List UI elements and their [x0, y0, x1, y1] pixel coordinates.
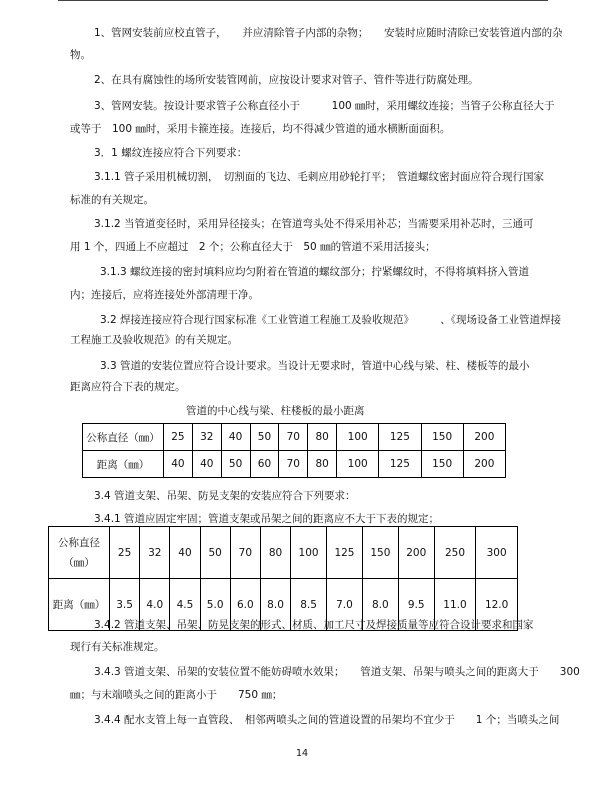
- para-3-4-2-line-2: 现行有关标准规定。: [70, 641, 165, 653]
- para-3-3-line-2: 距离应符合下表的规定。: [70, 381, 186, 393]
- table-2-cell: 6.0: [230, 579, 260, 631]
- para-3-2-line-2: 工程施工及验收规范》的有关规定。: [70, 334, 238, 346]
- table-1-cell: 100: [337, 451, 379, 478]
- section-3-1-heading: 3．1 螺纹连接应符合下列要求：: [94, 147, 248, 159]
- table-2-cell: 125: [327, 527, 363, 579]
- table-2: [48, 526, 518, 631]
- table-2-cell: 25: [110, 527, 140, 579]
- para-3-1-2-line-2: 用 1 个，四通上不应超过 2 个；公称直径大于 50 ㎜的管道不采用活接头；: [70, 241, 436, 253]
- table-1-cell: 200: [463, 424, 505, 451]
- table-2-cell: 距离（㎜）: [49, 579, 110, 631]
- table-1-cell: 200: [463, 451, 505, 478]
- table-1-cell: 100: [337, 424, 379, 451]
- table-1-cell: 150: [421, 451, 463, 478]
- header-rule: [58, 0, 548, 1]
- para-3-4-3-line-2: ㎜；与末端喷头之间的距离小于 750 ㎜；: [70, 689, 283, 701]
- table-1-cell: 公称直径（㎜）: [83, 424, 164, 451]
- table-2-cell: 100: [291, 527, 327, 579]
- table-2-cell: 250: [434, 527, 476, 579]
- table-1-cell: 80: [308, 451, 337, 478]
- table-1: [82, 423, 506, 478]
- table-2-cell: 公称直径 （㎜）: [49, 527, 110, 579]
- table-2-cell: 8.0: [260, 579, 290, 631]
- table-2-row-diameter: [49, 527, 518, 579]
- para-3-1-3-line-1: 3.1.3 螺纹连接的密封填料应均匀附着在管道的螺纹部分；拧紧螺纹时，不得将填料挤入管道: [100, 266, 530, 278]
- table-2-cell: 8.5: [291, 579, 327, 631]
- table-2-cell: 80: [260, 527, 290, 579]
- table-2-cell: 70: [230, 527, 260, 579]
- table-2-cell: 150: [362, 527, 398, 579]
- table-2-cell: 32: [140, 527, 170, 579]
- table-1-cell: 40: [164, 451, 193, 478]
- table-1-row-diameter: [83, 424, 506, 451]
- table-1-cell: 40: [221, 424, 250, 451]
- table-2-cell: 50: [200, 527, 230, 579]
- table-2-cell: 4.0: [140, 579, 170, 631]
- para-3-1-3-line-2: 内；连接后，应将连接处外部清理干净。: [70, 289, 259, 301]
- table-2-cell: 4.5: [170, 579, 200, 631]
- table-2-cell: 7.0: [327, 579, 363, 631]
- table-1-cell: 25: [164, 424, 193, 451]
- para-3-4-1-line-1: 3.4.1 管道应固定牢固；管道支架或吊架之间的距离应不大于下表的规定；: [94, 513, 440, 525]
- table-2-cell: 3.5: [110, 579, 140, 631]
- para-3-2-line-1: 3.2 焊接连接应符合现行国家标准《工业管道工程施工及验收规范》 、《现场设备工业管道焊接: [100, 314, 562, 326]
- table-1-cell: 40: [192, 451, 221, 478]
- para-2-line-1: 2、在具有腐蚀性的场所安装管网前，应按设计要求对管子、管件等进行防腐处理。: [94, 74, 479, 86]
- para-1-line-2: 物。: [70, 49, 91, 61]
- table-2-cell: 12.0: [476, 579, 518, 631]
- section-3-4-heading: 3.4 管道支架、吊架、防晃支架的安装应符合下列要求：: [94, 490, 356, 502]
- table-1-cell: 60: [250, 451, 279, 478]
- table-2-cell: 40: [170, 527, 200, 579]
- para-3-1-1-line-1: 3.1.1 管子采用机械切割， 切割面的飞边、毛刺应用砂轮打平； 管道螺纹密封面应符合现行国家: [94, 171, 545, 183]
- table-1-cell: 70: [279, 424, 308, 451]
- para-1-line-1: 1、管网安装前应校直管子， 并应清除管子内部的杂物； 安装时应随时清除已安装管道内部的杂: [94, 27, 563, 39]
- table-2-cell: 5.0: [200, 579, 230, 631]
- para-3-3-line-1: 3.3 管道的安装位置应符合设计要求。当设计无要求时，管道中心线与梁、柱、楼板等的最小: [100, 360, 530, 372]
- para-3-line-2: 或等于 100 ㎜时，采用卡箍连接。连接后，均不得减少管道的通水横断面面积。: [70, 123, 451, 135]
- table-2-cell: 9.5: [398, 579, 434, 631]
- table-1-cell: 50: [250, 424, 279, 451]
- table-2-cell: 11.0: [434, 579, 476, 631]
- para-3-1-2-line-1: 3.1.2 当管道变径时，采用异径接头；在管道弯头处不得采用补芯；当需要采用补芯时，三通可: [94, 218, 534, 230]
- para-3-1-1-line-2: 标准的有关规定。: [70, 194, 154, 206]
- table-1-cell: 50: [221, 451, 250, 478]
- table-1-cell: 125: [379, 451, 421, 478]
- para-3-4-3-line-1: 3.4.3 管道支架、吊架的安装位置不能妨碍喷水效果； 管道支架、吊架与喷头之间的距离大于 300: [94, 666, 580, 678]
- table-1-cell: 80: [308, 424, 337, 451]
- table-1-cell: 32: [192, 424, 221, 451]
- table-1-cell: 70: [279, 451, 308, 478]
- table-2-cell: 8.0: [362, 579, 398, 631]
- para-3-4-2-line-1: 3.4.2 管道支架、吊架、防晃支架的形式、材质、加工尺寸及焊接质量等应符合设计要求和国家: [94, 619, 534, 631]
- table-1-cell: 150: [421, 424, 463, 451]
- para-3-4-4-line-1: 3.4.4 配水支管上每一直管段、 相邻两喷头之间的管道设置的吊架均不宜少于 1 个；当喷头之间: [94, 714, 560, 726]
- para-3-line-1: 3、管网安装。按设计要求管子公称直径小于 100 ㎜时，采用螺纹连接；当管子公称直径大于: [94, 100, 555, 112]
- table-2-cell: 300: [476, 527, 518, 579]
- table-2-cell: 200: [398, 527, 434, 579]
- table-1-caption: 管道的中心线与梁、柱楼板的最小距离: [186, 405, 365, 417]
- table-1-cell: 距离（㎜）: [83, 451, 164, 478]
- table-1-row-distance: [83, 451, 506, 478]
- page-number: 14: [296, 748, 309, 759]
- table-1-cell: 125: [379, 424, 421, 451]
